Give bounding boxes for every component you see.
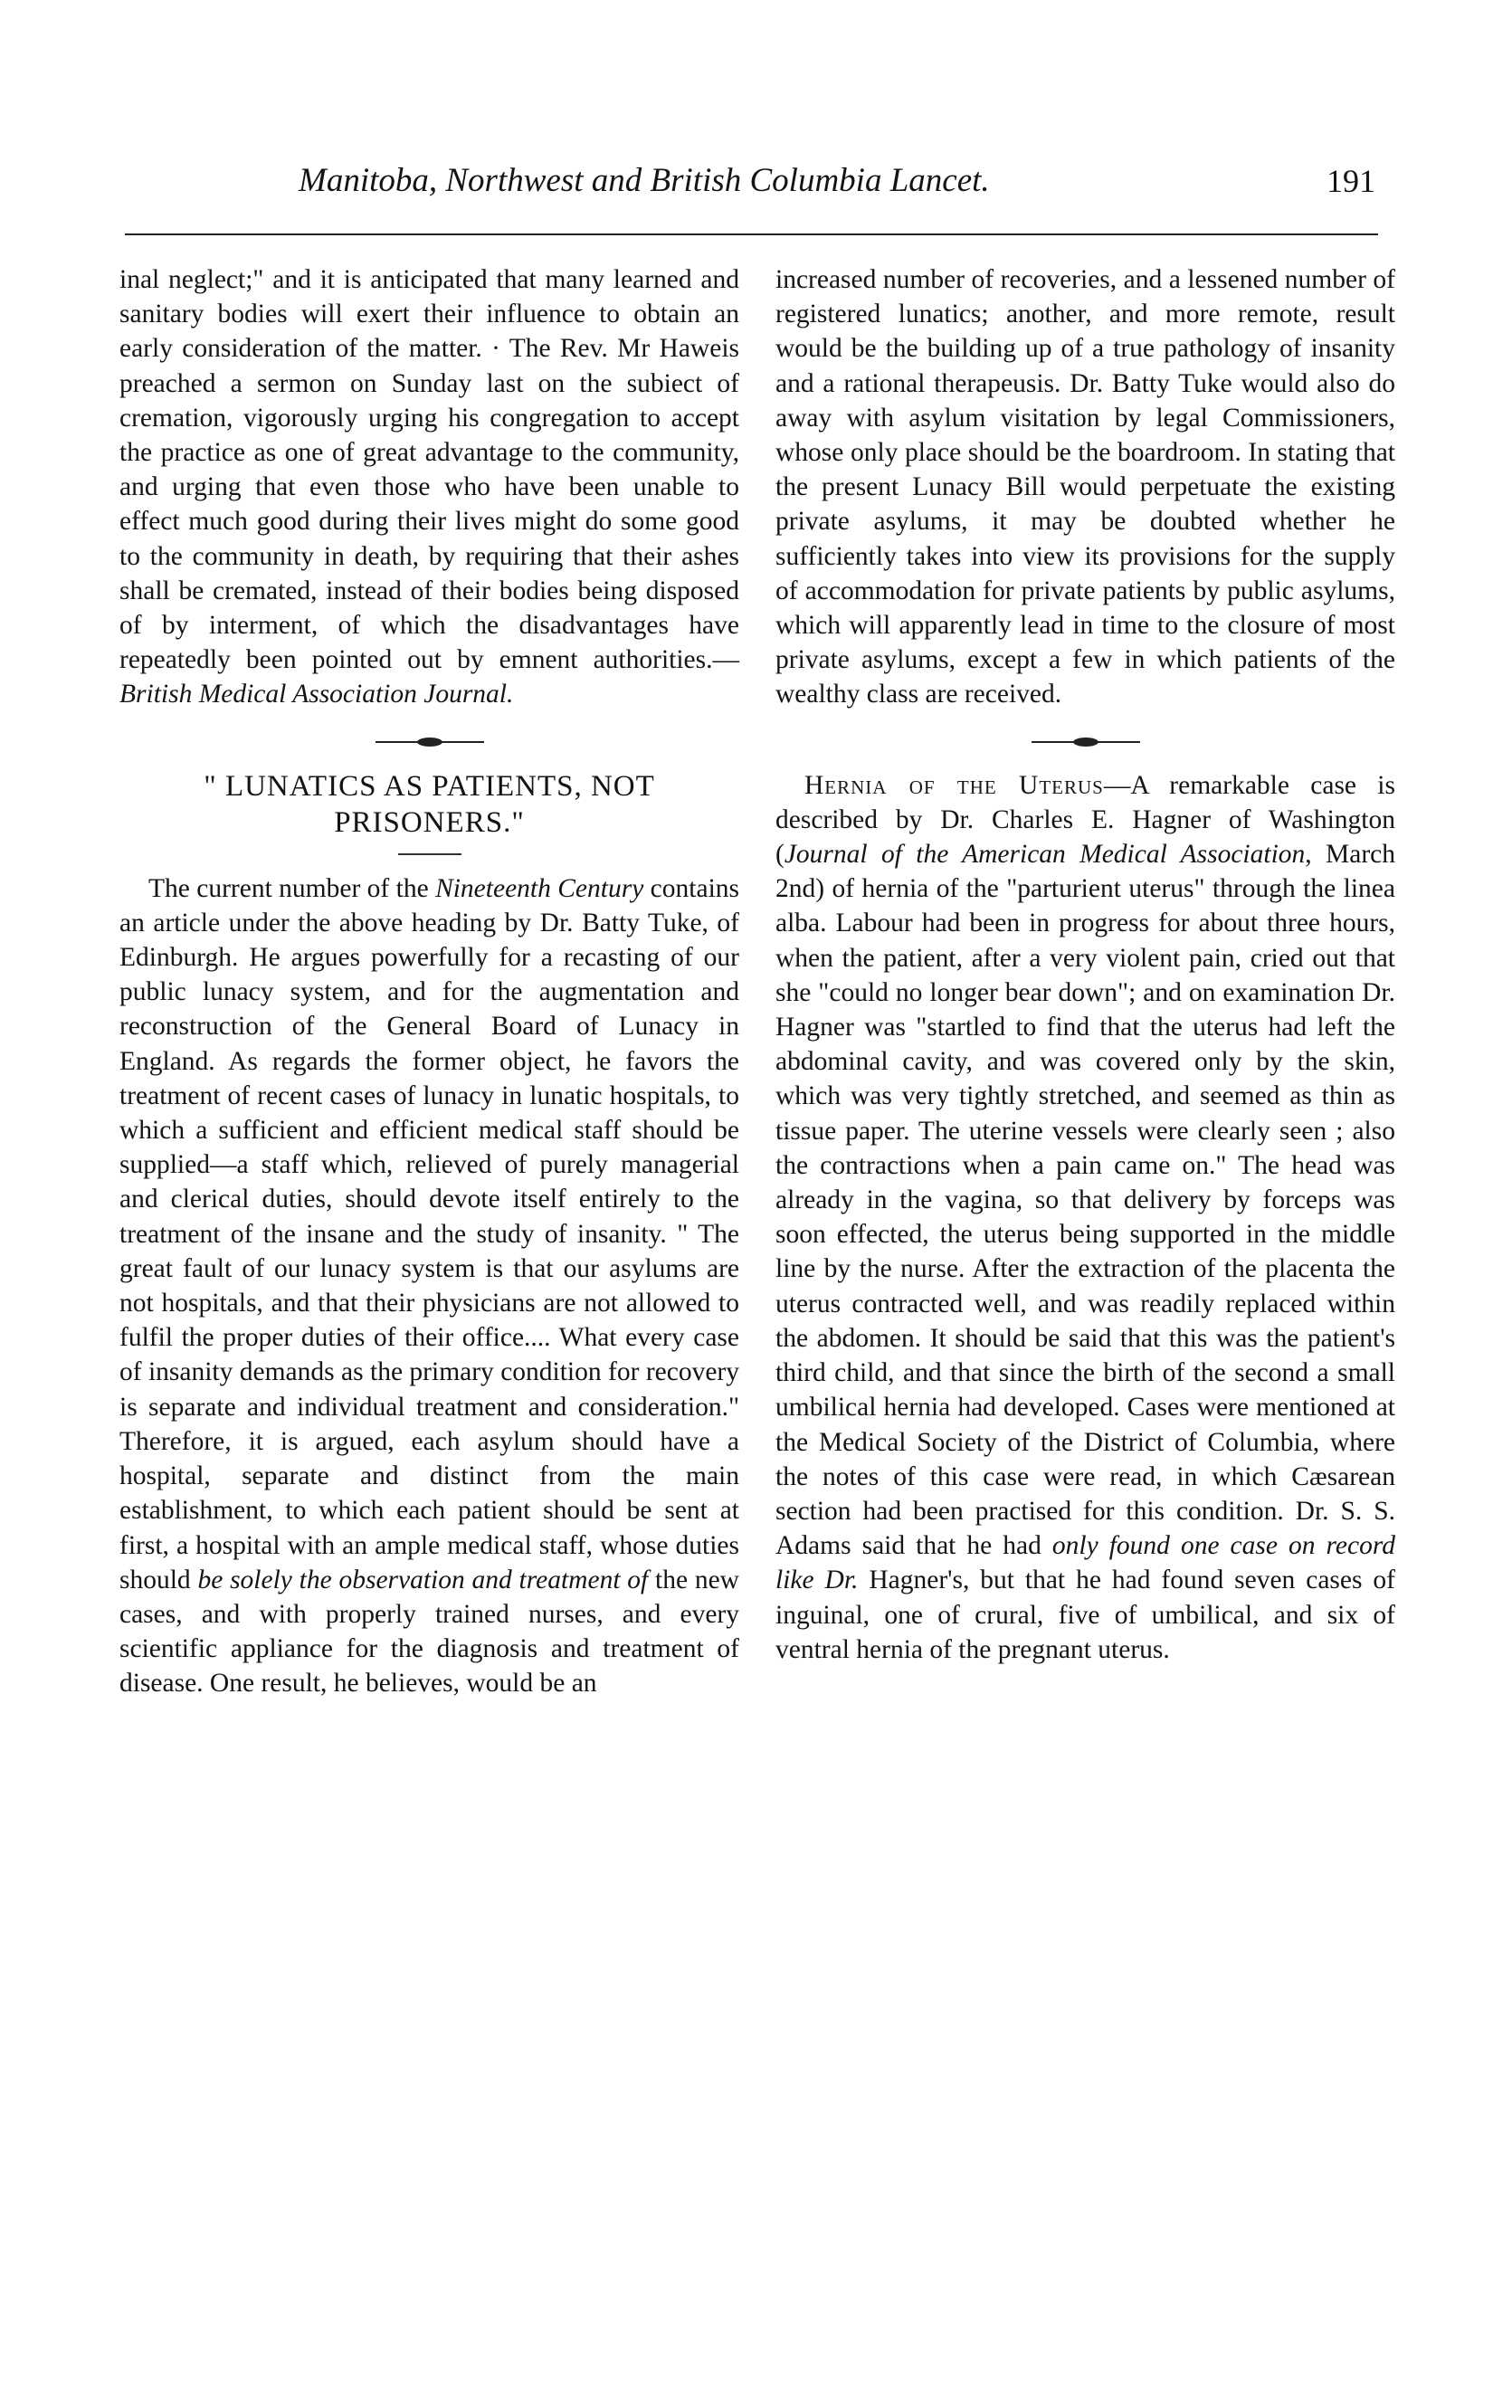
lunatics-text-2: contains an article under the above heading by Dr. Batty Tuke, of Edinburgh. He argues powerfully for a recasting of our public lunacy system, and for the augmentation and reconstruction of the General Board of Lunacy in England. As regards the former object, he favors the treatment of recent cases of lunacy in lunatic hospitals, to which a sufficient and efficient medical staff should be supplied—a staff which, relieved of purely managerial and clerical duties, should devote itself entirely to the treatment of the insane and the study of insanity. " The great fault of our lunacy system is that our asylums are not hospitals, and that their physicians are not allowed to fulfil the proper duties of their office.... What every case of insanity demands as the primary condition for recovery is separate and individual treatment and consideration." Therefore, it is argued, each asylum should have a hospital, separate and distinct from the main establishment, to which each patient should be sent at first, a hospital with an ample medical staff, whose duties should (119, 873, 739, 1594)
lunatics-italic: be solely the observation and treatment of (197, 1565, 649, 1594)
lunatics-text-3: the new cases, and with properly trained nurses, and every scientific appliance for the diagnosis and treatment of disease. One result, he believes, would be an (119, 1565, 739, 1699)
hernia-italic: only found one case on record like Dr. (775, 1531, 1395, 1595)
header-rule (125, 233, 1378, 235)
cremation-paragraph (119, 262, 739, 712)
section-divider-left (376, 738, 484, 747)
section-divider-right (1032, 738, 1140, 747)
page-number: 191 (1327, 163, 1375, 199)
hernia-text-2: , March 2nd) of hernia of the "parturient uterus" through the linea alba. Labour had been in progress for about three hours, when the patient, after a very violent pain, cried out that she "could no longer bear down"; and on examination Dr. Hagner was "startled to find that the uterus had left the abdominal cavity, and was covered only by the skin, which was very tightly stretched, and seemed as thin as tissue paper. The uterine vessels were clearly seen ; also the contractions when a pain came on." The head was already in the vagina, so that delivery by forceps was soon effected, the uterus being supported in the middle line by the nurse. After the extraction of the placenta the uterus contracted well, and was readily replaced within the abdomen. It should be said that this was the patient's third child, and that since the birth of the second a small umbilical hernia had developed. Cases were mentioned at the Medical Society of the District of Columbia, where the notes of this case were read, in which Cæsarean section had been practised for this condition. Dr. S. S. Adams said that he had (775, 840, 1395, 1561)
cremation-source: British Medical Association Journal. (119, 680, 514, 709)
lunatics-continued-paragraph: increased number of recoveries, and a lessened number of registered lunatics; another, and more remote, result would be the building up of a true pathology of insanity and a rational therapeusis. Dr. Batty Tuke would also do away with asylum visitation by legal Commissioners, whose only place should be the boardroom. In stating that the present Lunacy Bill would perpetuate the existing private asylums, it may be doubted whether he sufficiently takes into view its provisions for the supply of accommodation for private patients by public asylums, which will apparently lead in time to the closure of most private asylums, except a few in which patients of the wealthy class are received. (775, 265, 1395, 709)
cremation-text: inal neglect;" and it is anticipated that many learned and sanitary bodies will exert their influence to obtain an early consideration of the matter. · The Rev. Mr Haweis preached a sermon on Sunday last on the subiect of cremation, vigorously urging his congregation to accept the practice as one of great advantage to the community, and urging that even those who have been unable to effect much good during their lives might do some good to the community in death, by requiring that their ashes shall be cremated, instead of their bodies being disposed of by interment, of which the disadvantages have repeatedly been pointed out by emnent authorities.— (119, 265, 739, 675)
hernia-text-1: —A remarkable case is described by Dr. Charles E. Hagner of Washington ( (775, 770, 1395, 870)
hernia-text-3: Hagner's, but that he had found seven cases of inguinal, one of crural, five of umbilical, and six of ventral hernia of the pregnant uterus. (775, 1566, 1395, 1664)
hernia-paragraph (775, 768, 1395, 1667)
lunatics-text-1: The current number of the (148, 873, 436, 903)
title-rule (398, 853, 461, 855)
left-column (119, 262, 739, 1701)
nineteenth-century-title: Nineteenth Century (435, 873, 644, 903)
hernia-heading: Hernia of the Uterus (804, 770, 1104, 800)
jama-title: Journal of the American Medical Association (784, 840, 1306, 870)
page-header (136, 161, 1375, 215)
right-column (775, 262, 1395, 1667)
section-title-lunatics: " LUNATICS AS PATIENTS, NOT PRISONERS." (204, 769, 655, 839)
running-head: Manitoba, Northwest and British Columbia Lancet. (299, 162, 990, 199)
lunatics-paragraph (119, 871, 739, 1701)
